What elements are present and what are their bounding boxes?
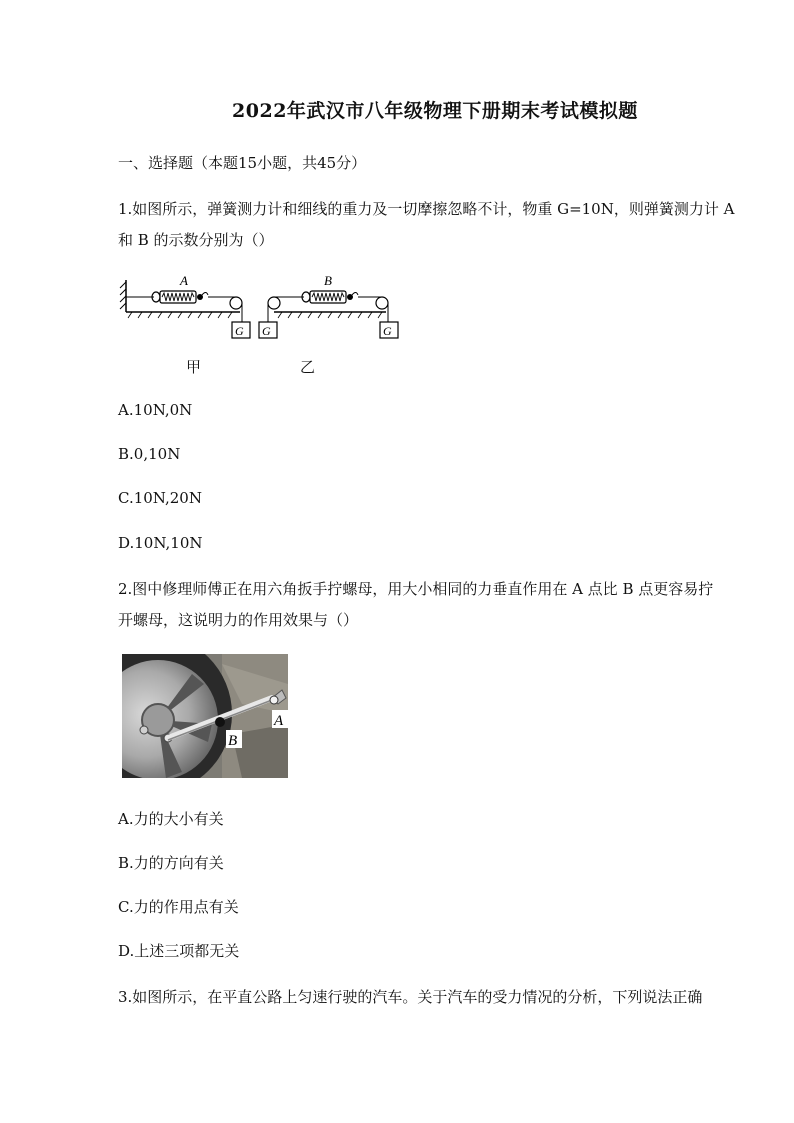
question-2-text-line2: 开螺母，这说明力的作用效果与（） <box>118 611 359 629</box>
question-3-text-line1: 3.如图所示，在平直公路上匀速行驶的汽车。关于汽车的受力情况的分析，下列说法正确 <box>118 988 703 1006</box>
wall-support <box>120 280 126 312</box>
q2-option-b: B.力的方向有关 <box>118 854 224 872</box>
spring-scale-a <box>152 291 208 303</box>
q1-option-b: B.0,10N <box>118 445 181 463</box>
question-1-text-line2: 和 B 的示数分别为（） <box>118 231 274 249</box>
q2-option-a: A.力的大小有关 <box>118 810 224 828</box>
photo-label-a: A <box>274 713 284 729</box>
pulley-right-b <box>376 297 388 309</box>
pulley-left <box>230 297 242 309</box>
question-1-text-line1: 1.如图所示，弹簧测力计和细线的重力及一切摩擦忽略不计，物重 G=10N，则弹簧测力计 A <box>118 200 735 218</box>
q1-option-a: A.10N,0N <box>118 401 193 419</box>
weight-label: G <box>262 324 271 338</box>
q1-option-c: C.10N,20N <box>118 489 202 507</box>
weight-label: G <box>235 324 244 338</box>
caption-yi: 乙 <box>300 358 316 376</box>
table-right <box>274 312 386 318</box>
spring-scale-b <box>302 291 358 303</box>
q2-option-d: D.上述三项都无关 <box>118 942 240 960</box>
caption-jia: 甲 <box>186 358 202 376</box>
q1-option-d: D.10N,10N <box>118 534 203 552</box>
wrench-photo <box>122 654 288 778</box>
weight-label: G <box>383 324 392 338</box>
question-2-text-line1: 2.图中修理师傅正在用六角扳手拧螺母，用大小相同的力垂直作用在 A 点比 B 点更容易拧 <box>118 580 714 598</box>
section-heading: 一、选择题（本题15小题，共45分） <box>118 154 367 172</box>
pulley-right-a <box>268 297 280 309</box>
photo-label-b: B <box>228 733 238 749</box>
spring-scale-diagram <box>118 268 418 348</box>
page-title: 2022年武汉市八年级物理下册期末考试模拟题 <box>232 100 638 122</box>
q2-option-c: C.力的作用点有关 <box>118 898 239 916</box>
label-b: B <box>324 273 332 288</box>
label-a: A <box>180 273 188 288</box>
table-left <box>126 312 240 318</box>
